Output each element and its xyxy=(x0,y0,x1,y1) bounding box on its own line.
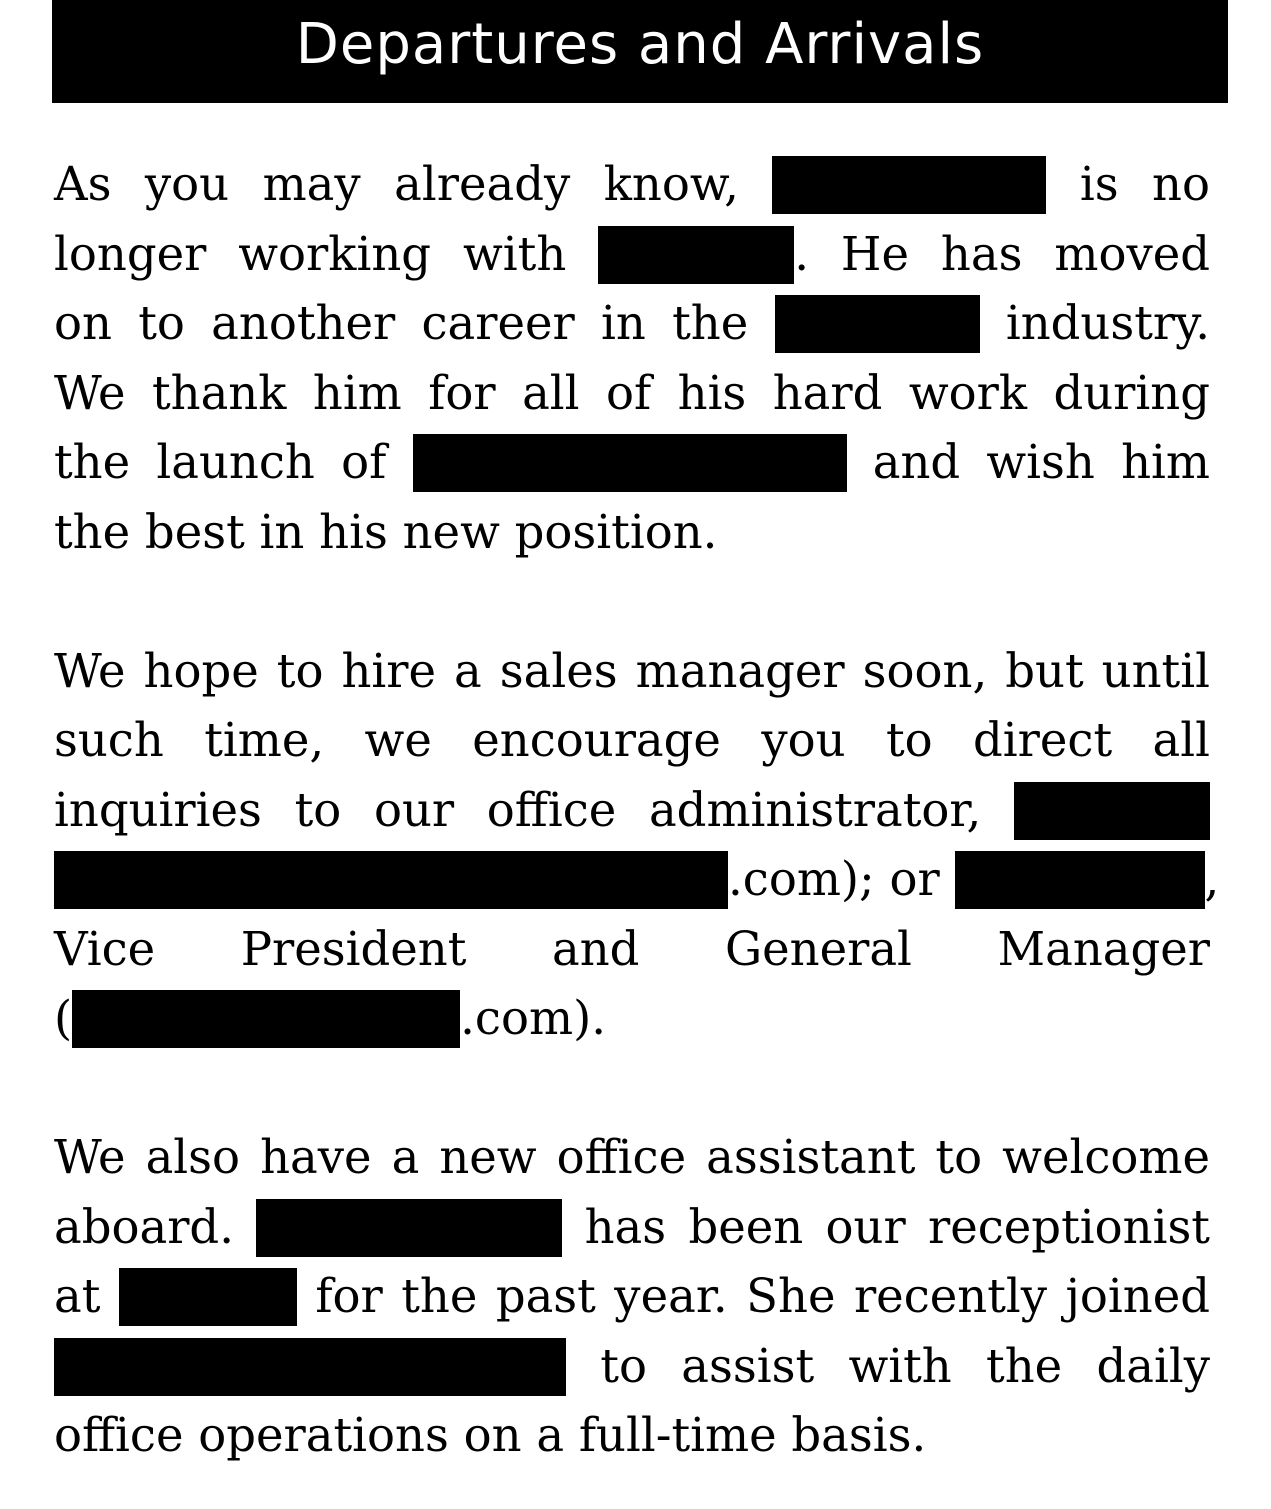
article-body xyxy=(54,150,1220,1471)
text-run: inquiries to our office administrator, xyxy=(54,782,982,837)
text-run: As you may already know, xyxy=(54,157,739,211)
paragraph-contacts xyxy=(54,637,1220,1054)
redaction-block xyxy=(598,226,794,284)
text-run: We thank him for all of his hard work during xyxy=(54,365,1210,420)
section-title: Departures and Arrivals xyxy=(295,12,985,77)
text-line xyxy=(54,359,1210,429)
text-line xyxy=(54,776,1210,846)
redaction-block xyxy=(772,156,1046,214)
text-run: , xyxy=(1204,852,1220,906)
redaction-block xyxy=(54,1338,566,1396)
text-run: is no xyxy=(1079,157,1210,211)
redaction-block xyxy=(256,1199,562,1257)
text-run: aboard. xyxy=(54,1199,234,1254)
redaction-block xyxy=(413,434,847,492)
text-run: We also have a new office assistant to welcome xyxy=(54,1130,1210,1184)
redaction-block xyxy=(775,295,980,353)
text-run: industry. xyxy=(1005,296,1211,350)
text-line xyxy=(54,706,1210,776)
text-line xyxy=(54,637,1210,707)
redaction-block xyxy=(54,851,728,909)
paragraph-arrival xyxy=(54,1123,1210,1471)
text-run: and wish him xyxy=(872,435,1210,489)
text-run: Vice President and General Manager xyxy=(54,921,1210,976)
text-line xyxy=(54,428,1210,498)
text-line xyxy=(54,1332,1210,1402)
text-run: the launch of xyxy=(54,435,387,489)
redaction-block xyxy=(72,990,460,1048)
text-run: ( xyxy=(54,991,73,1045)
text-line xyxy=(54,984,1210,1054)
text-run: on to another career in the xyxy=(54,296,749,350)
redaction-block xyxy=(955,851,1205,909)
text-line xyxy=(54,915,1210,985)
section-header xyxy=(52,0,1228,103)
text-run: such time, we encourage you to direct all xyxy=(54,713,1210,767)
text-line xyxy=(54,1401,1210,1471)
text-line xyxy=(54,1262,1210,1332)
text-line xyxy=(54,845,1220,915)
text-run: the best in his new position. xyxy=(54,504,718,559)
text-line xyxy=(54,498,1210,568)
text-line xyxy=(54,1193,1210,1263)
redaction-block xyxy=(1014,782,1210,840)
text-line xyxy=(54,289,1210,359)
redaction-block xyxy=(119,1268,297,1326)
text-run: .com); or xyxy=(728,852,940,906)
text-line xyxy=(54,150,1210,220)
text-line xyxy=(54,220,1210,290)
text-run: . He has moved xyxy=(794,226,1210,281)
text-run: to assist with the daily xyxy=(600,1338,1210,1393)
text-run: .com). xyxy=(460,991,606,1045)
paragraph-departure xyxy=(54,150,1210,567)
text-run: office operations on a full-time basis. xyxy=(54,1408,927,1462)
text-run: longer working with xyxy=(54,226,567,281)
text-run: We hope to hire a sales manager soon, but until xyxy=(54,643,1210,698)
text-run: for the past year. She recently joined xyxy=(315,1269,1210,1323)
text-run: at xyxy=(54,1269,101,1323)
text-line xyxy=(54,1123,1210,1193)
text-run: has been our receptionist xyxy=(584,1199,1210,1254)
